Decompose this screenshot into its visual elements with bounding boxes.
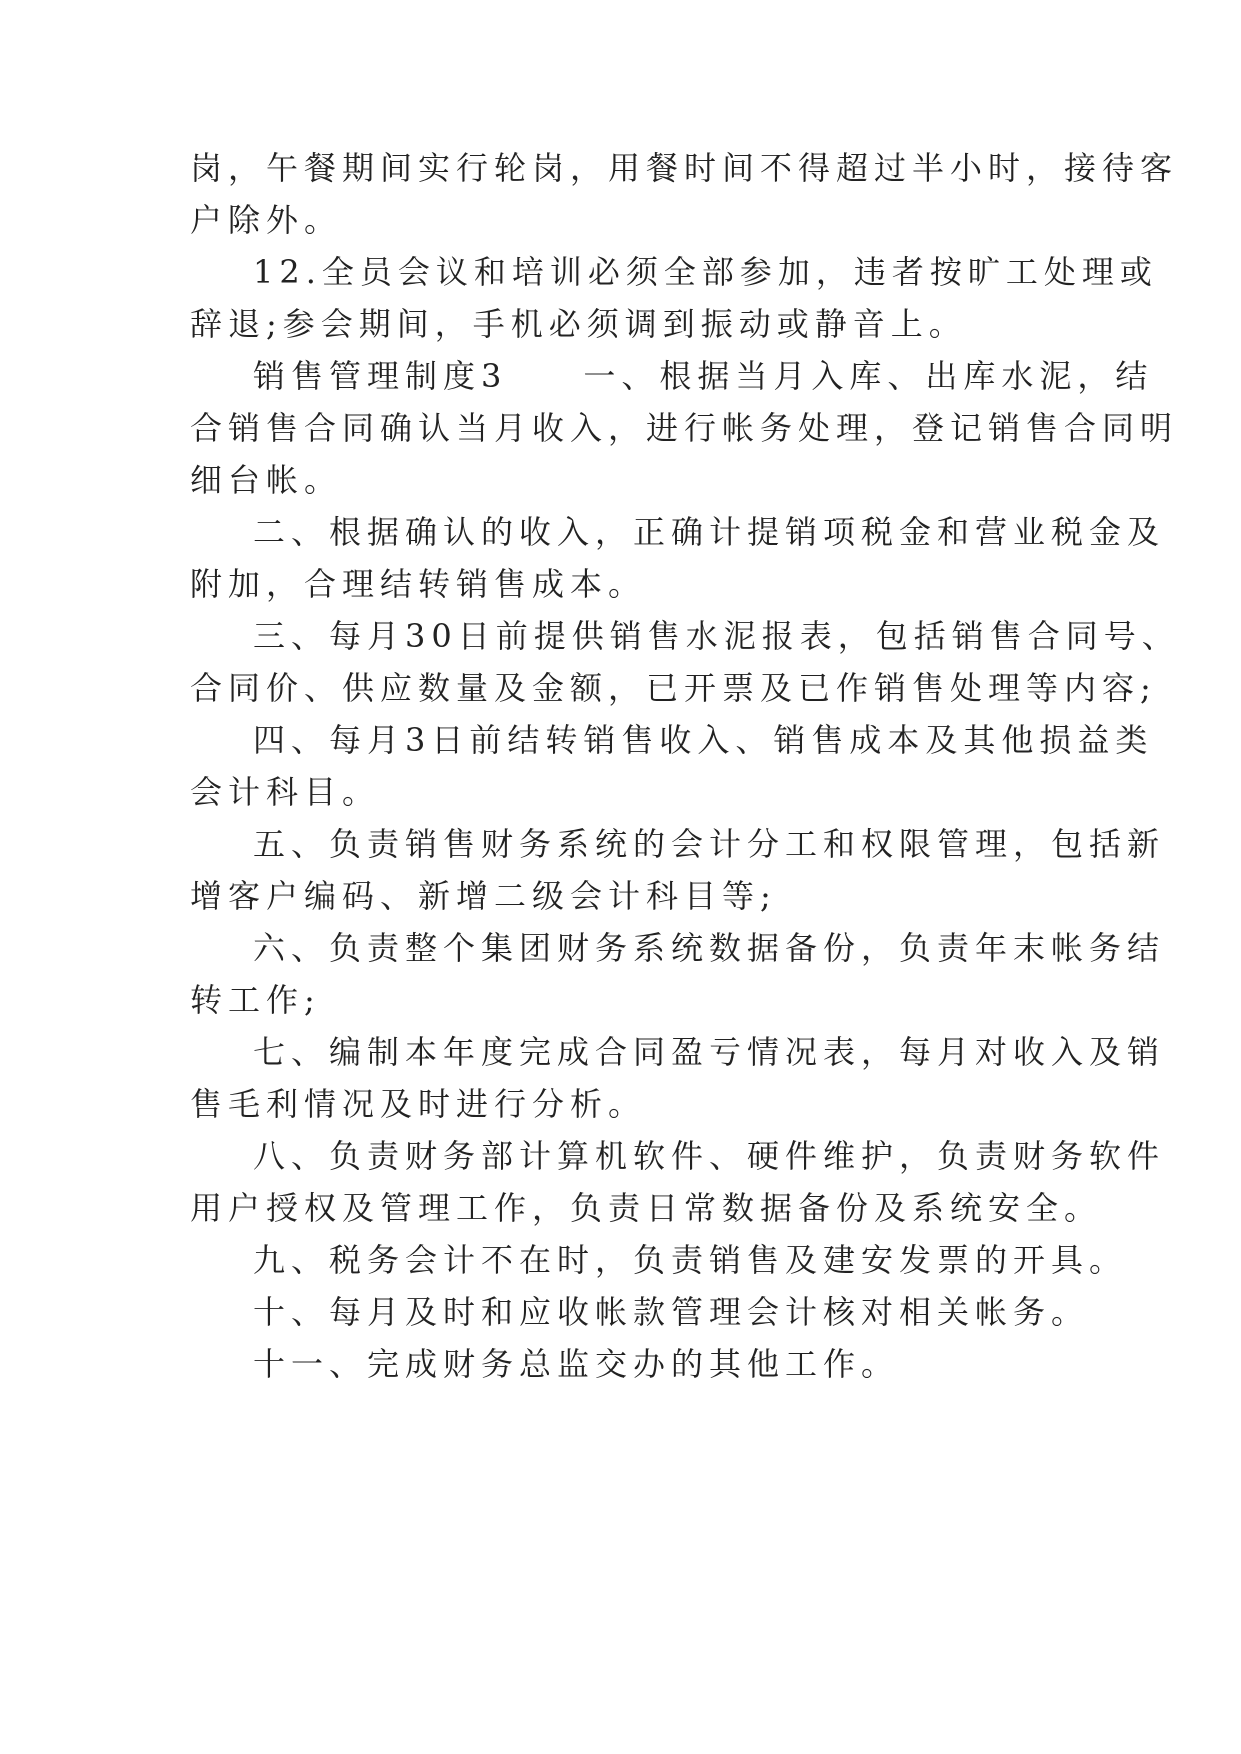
text-line: 二、根据确认的收入，正确计提销项税金和营业税金及 — [253, 513, 1166, 551]
text-line: 三、每月30日前提供销售水泥报表，包括销售合同号、 — [253, 617, 1180, 655]
text-line: 细台帐。 — [190, 461, 343, 499]
text-line: 十一、完成财务总监交办的其他工作。 — [253, 1345, 900, 1383]
text-line: 七、编制本年度完成合同盈亏情况表，每月对收入及销 — [253, 1033, 1166, 1071]
text-line: 附加，合理结转销售成本。 — [190, 565, 647, 603]
text-line: 六、负责整个集团财务系统数据备份，负责年末帐务结 — [253, 929, 1166, 967]
text-line: 辞退;参会期间，手机必须调到振动或静音上。 — [190, 305, 967, 343]
text-line: 五、负责销售财务系统的会计分工和权限管理，包括新 — [253, 825, 1166, 863]
text-line: 增客户编码、新增二级会计科目等; — [190, 877, 777, 915]
text-line: 合销售合同确认当月收入，进行帐务处理，登记销售合同明 — [190, 409, 1179, 447]
text-line: 售毛利情况及时进行分析。 — [190, 1085, 647, 1123]
text-line: 九、税务会计不在时，负责销售及建安发票的开具。 — [253, 1241, 1128, 1279]
text-line: 岗，午餐期间实行轮岗，用餐时间不得超过半小时，接待客 — [190, 149, 1179, 187]
text-line: 四、每月3日前结转销售收入、销售成本及其他损益类 — [253, 721, 1154, 759]
text-line: 八、负责财务部计算机软件、硬件维护，负责财务软件 — [253, 1137, 1166, 1175]
text-line: 销售管理制度3 一、根据当月入库、出库水泥，结 — [253, 357, 1154, 395]
text-line: 合同价、供应数量及金额，已开票及已作销售处理等内容; — [190, 669, 1157, 707]
text-line: 会计科目。 — [190, 773, 381, 811]
text-line: 转工作; — [190, 981, 321, 1019]
text-line: 户除外。 — [190, 201, 343, 239]
text-line: 用户授权及管理工作，负责日常数据备份及系统安全。 — [190, 1189, 1103, 1227]
text-line: 十、每月及时和应收帐款管理会计核对相关帐务。 — [253, 1293, 1090, 1331]
text-line: 12.全员会议和培训必须全部参加，违者按旷工处理或 — [253, 253, 1158, 291]
